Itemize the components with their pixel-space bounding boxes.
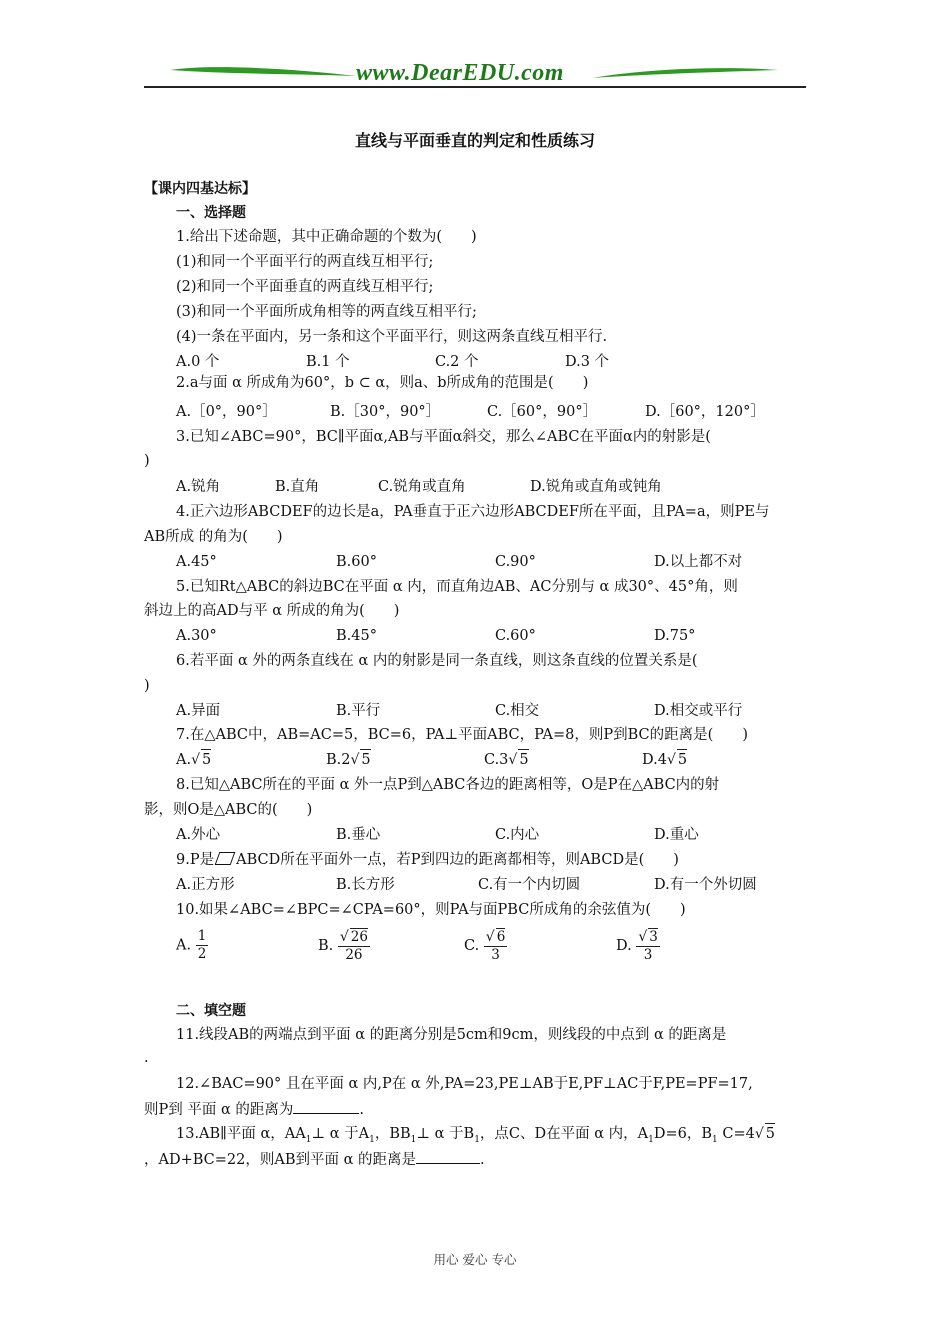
q5-stem-cont: 斜边上的高AD与平 α 所成的角为( ) [144,603,400,619]
q8-option-d: D.重心 [654,827,699,843]
q1-statement-2: (2)和同一个平面垂直的两直线互相平行; [176,279,434,295]
left-swoosh-decoration [168,62,358,84]
q10-option-b: B. $\frac{√ 26}{26}$ [318,929,368,963]
q9-option-b: B.长方形 [336,877,395,893]
q2-option-d: D.［60°，120°］ [645,404,765,420]
part1-heading: 一、选择题 [176,205,246,221]
q6-option-c: C.相交 [495,703,540,719]
q1-statement-4: (4)一条在平面内，另一条和这个平面平行，则这两条直线互相平行. [176,329,608,345]
q6-stem: 6.若平面 α 外的两条直线在 α 内的射影是同一条直线，则这条直线的位置关系是( [176,653,698,669]
q4-option-d: D.以上都不对 [654,554,743,570]
q12-stem: 12.∠BAC=90° 且在平面 α 内,P在 α 外,PA=23,PE⊥AB于E,PF⊥AC于F,PE=PF=17, [176,1076,753,1092]
q1-statement-1: (1)和同一个平面平行的两直线互相平行; [176,254,434,270]
q4-option-c: C.90° [495,554,536,570]
q6-option-b: B.平行 [336,703,381,719]
q8-stem-cont: 影，则O是△ABC的( ) [144,802,313,818]
q9-option-d: D.有一个外切圆 [654,877,757,893]
q2-option-a: A.［0°，90°］ [176,404,277,420]
q8-option-c: C.内心 [495,827,540,843]
q10-option-c: C. $\frac{√ 6}{3}$ [464,929,506,963]
site-logo: www.DearEDU.com [356,60,564,86]
q1-option-b: B.1 个 [306,354,350,370]
q4-stem-cont: AB所成 的角为( ) [144,529,283,545]
q10-option-d: D. $\frac{√ 3}{3}$ [616,929,658,963]
q3-option-a: A.锐角 [176,479,221,495]
right-swoosh-decoration [590,64,780,84]
q6-stem-cont: ) [144,678,150,694]
q13-stem: 13.AB∥平面 α，$AA_1\perp$ α 于$A_1$，$BB_1\perp$ α 于$B_1$，点C、D在平面 α 内，$A_1D=6$，$B_1$ C=4√ 5 [176,1123,775,1150]
q5-option-d: D.75° [654,628,696,644]
q7-stem: 7.在△ABC中，AB=AC=5，BC=6，PA⊥平面ABC，PA=8，则P到BC的距离是( ) [176,727,748,743]
q2-option-c: C.［60°，90°］ [487,404,598,420]
page-footer: 用心 爱心 专心 [433,1252,517,1267]
q5-option-c: C.60° [495,628,536,644]
q11-stem: 11.线段AB的两端点到平面 α 的距离分别是5cm和9cm，则线段的中点到 α 的距离是 [176,1027,727,1043]
q9-stem: 9.P是 ABCD所在平面外一点，若P到四边的距离都相等，则ABCD是( ) [176,852,679,868]
q1-stem: 1.给出下述命题，其中正确命题的个数为( ) [176,229,477,245]
header-rule [144,86,806,88]
q3-option-d: D.锐角或直角或钝角 [530,479,662,495]
part2-heading: 二、填空题 [176,1003,246,1019]
q1-option-c: C.2 个 [435,354,479,370]
q3-stem: 3.已知∠ABC=90°，BC∥平面α,AB与平面α斜交，那么∠ABC在平面α内的射影是( [176,429,711,445]
q8-option-a: A.外心 [176,827,221,843]
q4-stem: 4.正六边形ABCDEF的边长是a，PA垂直于正六边形ABCDEF所在平面，且PA=a，则PE与 [176,504,770,520]
q10-stem: 10.如果∠ABC=∠BPC=∠CPA=60°，则PA与面PBC所成角的余弦值为( ) [176,902,686,918]
q6-option-a: A.异面 [176,703,221,719]
q10-option-a: A. $\frac{1}{2}$ [176,928,207,962]
q11-stem-cont: . [144,1050,149,1066]
q1-option-d: D.3 个 [565,354,610,370]
q8-stem: 8.已知△ABC所在的平面 α 外一点P到△ABC各边的距离相等，O是P在△ABC内的射 [176,777,720,793]
q6-option-d: D.相交或平行 [654,703,743,719]
q9-option-c: C.有一个内切圆 [478,877,581,893]
q2-option-b: B.［30°，90°］ [330,404,441,420]
q7-option-d: D.4√ 5 [642,749,687,770]
q5-option-a: A.30° [176,628,217,644]
q4-option-b: B.60° [336,554,377,570]
q4-option-a: A.45° [176,554,217,570]
q8-option-b: B.垂心 [336,827,381,843]
q12-stem-cont: 则P到 平面 α 的距离为 . [144,1099,364,1120]
q1-option-a: A.0 个 [176,354,220,370]
q5-option-b: B.45° [336,628,377,644]
q3-stem-cont: ) [144,453,150,469]
q7-option-a: A.√ 5 [176,749,211,770]
section-heading: 【课内四基达标】 [144,181,256,197]
q13-stem-cont: ，AD+BC=22，则AB到平面 α 的距离是 . [144,1149,485,1170]
q7-option-c: C.3√ 5 [484,749,529,770]
q5-stem: 5.已知Rt△ABC的斜边BC在平面 α 内，而直角边AB、AC分别与 α 成30°、45°角，则 [176,579,738,595]
parallelogram-icon [215,852,236,865]
page-title: 直线与平面垂直的判定和性质练习 [354,131,595,150]
q3-option-c: C.锐角或直角 [378,479,466,495]
q3-option-b: B.直角 [275,479,320,495]
q2-stem: 2.a与面 α 所成角为60°，b ⊂ α，则a、b所成角的范围是( ) [176,375,589,391]
q7-option-b: B.2√ 5 [326,749,371,770]
q9-option-a: A.正方形 [176,877,235,893]
q12-answer-blank[interactable] [293,1099,359,1114]
q1-statement-3: (3)和同一个平面所成角相等的两直线互相平行; [176,304,477,320]
q13-answer-blank[interactable] [416,1149,480,1164]
